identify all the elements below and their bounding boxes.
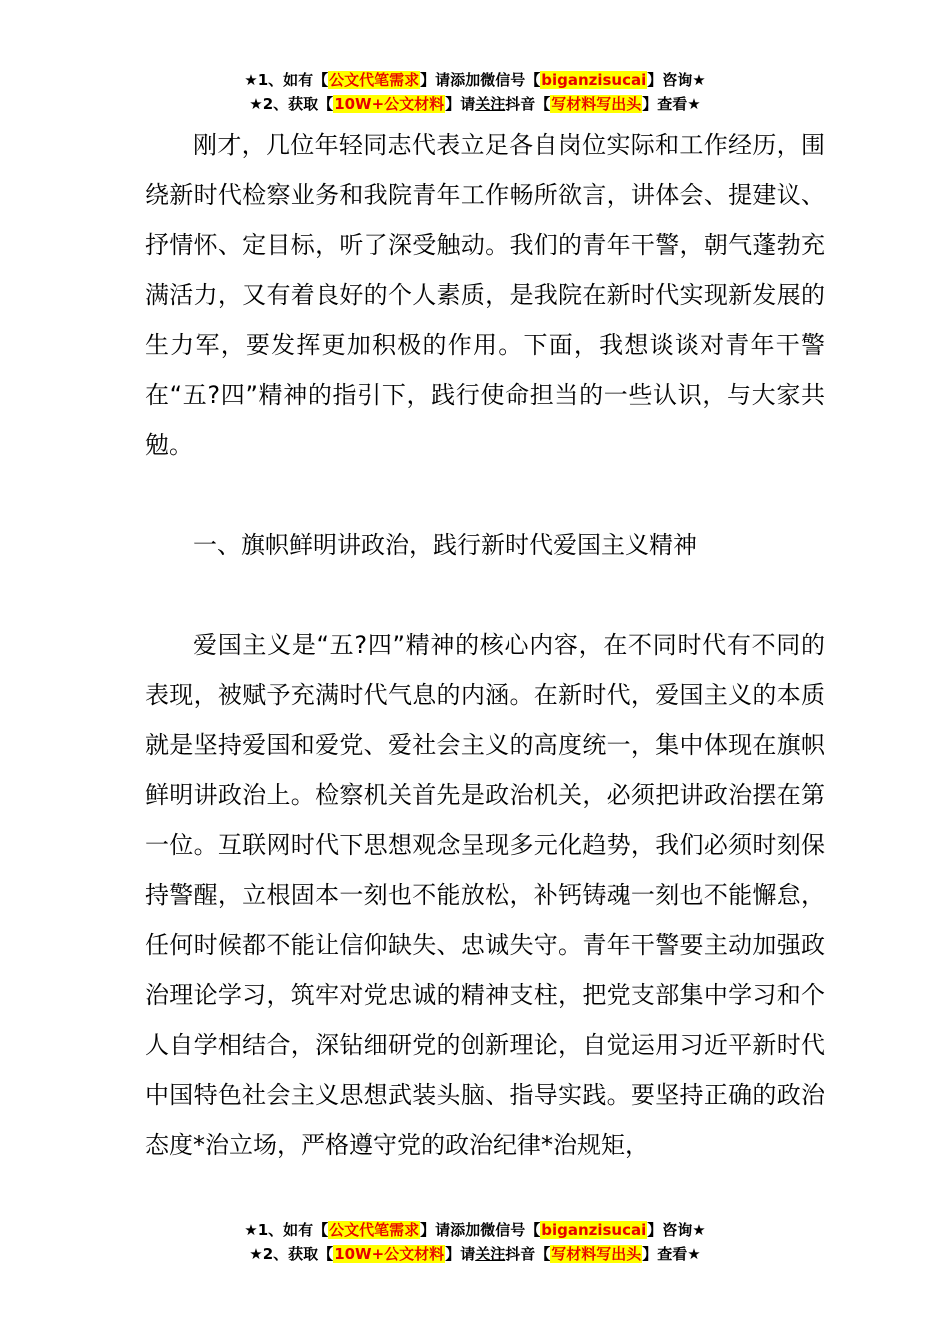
banner-text: 抖音【 <box>505 1245 551 1263</box>
banner-line-1 <box>0 68 950 92</box>
banner-emphasis: 关注 <box>475 95 506 113</box>
highlight-douyin-id: 写材料写出头 <box>551 1245 642 1263</box>
highlight-service: 公文代笔需求 <box>329 71 420 89</box>
banner-text: ★2、获取【 <box>249 1245 334 1263</box>
banner-text: 】请添 <box>420 71 466 89</box>
banner-text: 微信号【 <box>480 71 541 89</box>
banner-text: 】咨询★ <box>647 1221 706 1239</box>
banner-text: 】请 <box>445 95 476 113</box>
banner-line-2 <box>0 1242 950 1266</box>
section-heading: 一、旗帜鲜明讲政治，践行新时代爱国主义精神 <box>193 531 697 559</box>
banner-text: ★2、获取【 <box>249 95 334 113</box>
highlight-service: 公文代笔需求 <box>329 1221 420 1239</box>
banner-text: 】请 <box>445 1245 476 1263</box>
document-body <box>145 120 825 1170</box>
highlight-materials: 10W+公文材料 <box>334 1245 445 1263</box>
banner-emphasis: 关注 <box>475 1245 506 1263</box>
banner-text: 】查看★ <box>642 95 701 113</box>
paragraph-gap <box>145 570 825 620</box>
banner-text: 微信号【 <box>480 1221 541 1239</box>
banner-line-1 <box>0 1218 950 1242</box>
banner-text: 】请添 <box>420 1221 466 1239</box>
intro-paragraph: 刚才，几位年轻同志代表立足各自岗位实际和工作经历，围绕新时代检察业务和我院青年工作畅所欲言，讲体会、提建议、抒情怀、定目标，听了深受触动。我们的青年干警，朝气蓬勃充满活力，又有着良好的个人素质，是我院在新时代实现新发展的生力军，要发挥更加积极的作用。下面，我想谈谈对青年干警在“五?四”精神的指引下，践行使命担当的一些认识，与大家共勉。 <box>145 131 825 459</box>
banner-emphasis: 加 <box>465 1221 481 1239</box>
banner-text: 抖音【 <box>505 95 551 113</box>
banner-text: ★1、如有【 <box>244 71 329 89</box>
banner-emphasis: 加 <box>465 71 481 89</box>
highlight-wechat-id: biganzisucai <box>541 71 647 89</box>
paragraph-gap <box>145 470 825 520</box>
banner-text: ★1、如有【 <box>244 1221 329 1239</box>
highlight-douyin-id: 写材料写出头 <box>551 95 642 113</box>
section-paragraph: 爱国主义是“五?四”精神的核心内容，在不同时代有不同的表现，被赋予充满时代气息的内涵。在新时代，爱国主义的本质就是坚持爱国和爱党、爱社会主义的高度统一，集中体现在旗帜鲜明讲政治上。检察机关首先是政治机关，必须把讲政治摆在第一位。互联网时代下思想观念呈现多元化趋势，我们必须时刻保持警醒，立根固本一刻也不能放松，补钙铸魂一刻也不能懈怠，任何时候都不能让信仰缺失、忠诚失守。青年干警要主动加强政治理论学习，筑牢对党忠诚的精神支柱，把党支部集中学习和个人自学相结合，深钻细研党的创新理论，自觉运用习近平新时代中国特色社会主义思想武装头脑、指导实践。要坚持正确的政治态度*治立场，严格遵守党的政治纪律*治规矩， <box>145 631 825 1159</box>
top-banner <box>0 68 950 116</box>
highlight-wechat-id: biganzisucai <box>541 1221 647 1239</box>
highlight-materials: 10W+公文材料 <box>334 95 445 113</box>
banner-text: 】咨询★ <box>647 71 706 89</box>
bottom-banner <box>0 1218 950 1266</box>
banner-line-2 <box>0 92 950 116</box>
banner-text: 】查看★ <box>642 1245 701 1263</box>
